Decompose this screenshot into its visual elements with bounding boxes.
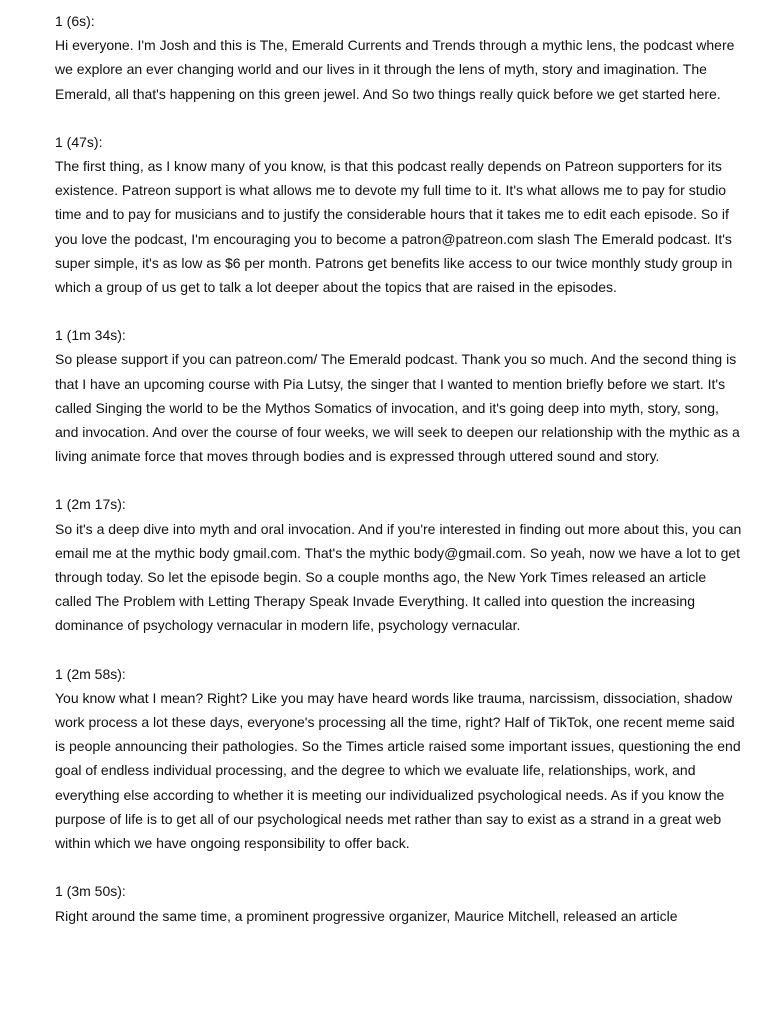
- segment-text: The first thing, as I know many of you know, is that this podcast really depends on Patreon supporters for its existence. Patreon support is what allows me to devote my full time to it. It's what allows me to pay for studio time and to pay for musicians and to justify the considerable hours that it takes me to edit each episode. So if you love the podcast, I'm encouraging you to become a patron@patreon.com slash The Emerald podcast. It's super simple, it's as low as $6 per month. Patrons get benefits like access to our twice monthly study group in which a group of us get to talk a lot deeper about the topics that are raised in the episodes.: [55, 158, 733, 296]
- transcript-segment: [55, 9, 745, 106]
- transcript-segment: [55, 323, 745, 468]
- segment-timestamp: 1 (1m 34s):: [55, 327, 126, 344]
- segment-text: You know what I mean? Right? Like you may have heard words like trauma, narcissism, dissociation, shadow work process a lot these days, everyone's processing all the time, right? Half of TikTok, one recent meme said is people announcing their pathologies. So the Times article raised some important issues, questioning the end goal of endless individual processing, and the degree to which we evaluate life, relationships, work, and everything else according to whether it is meeting our individualized psychological needs. As if you know the purpose of life is to get all of our psychological needs met rather than say to exist as a strand in a great web within which we have ongoing responsibility to offer back.: [55, 689, 741, 852]
- transcript-page: [55, 9, 745, 952]
- transcript-segment: [55, 492, 745, 637]
- transcript-segment: [55, 662, 745, 856]
- segment-text: So please support if you can patreon.com/ The Emerald podcast. Thank you so much. And the second thing is that I have an upcoming course with Pia Lutsy, the singer that I wanted to mention briefly before we start. It's called Singing the world to be the Mythos Somatics of invocation, and it's going deep into myth, story, song, and invocation. And over the course of four weeks, we will seek to deepen our relationship with the mythic as a living animate force that moves through bodies and is expressed through uttered sound and story.: [55, 351, 740, 465]
- segment-timestamp: 1 (47s):: [55, 133, 103, 150]
- segment-timestamp: 1 (2m 58s):: [55, 665, 126, 682]
- segment-timestamp: 1 (6s):: [55, 13, 95, 29]
- segment-timestamp: 1 (3m 50s):: [55, 883, 126, 900]
- segment-text: Right around the same time, a prominent progressive organizer, Maurice Mitchell, released an article: [55, 907, 678, 924]
- segment-text: Hi everyone. I'm Josh and this is The, Emerald Currents and Trends through a mythic lens, the podcast where we explore an ever changing world and our lives in it through the lens of myth, story and imagination. The Emerald, all that's happening on this green jewel. And So two things really quick before we get started here.: [55, 37, 735, 102]
- segment-timestamp: 1 (2m 17s):: [55, 496, 126, 513]
- transcript-segment: [55, 130, 745, 299]
- transcript-segment: [55, 879, 745, 927]
- segment-text: So it's a deep dive into myth and oral invocation. And if you're interested in finding out more about this, you can email me at the mythic body gmail.com. That's the mythic body@gmail.com. So yeah, now we have a lot to get through today. So let the episode begin. So a couple months ago, the New York Times released an article called The Problem with Letting Therapy Speak Invade Everything. It called into question the increasing dominance of psychology vernacular in modern life, psychology vernacular.: [55, 520, 742, 634]
